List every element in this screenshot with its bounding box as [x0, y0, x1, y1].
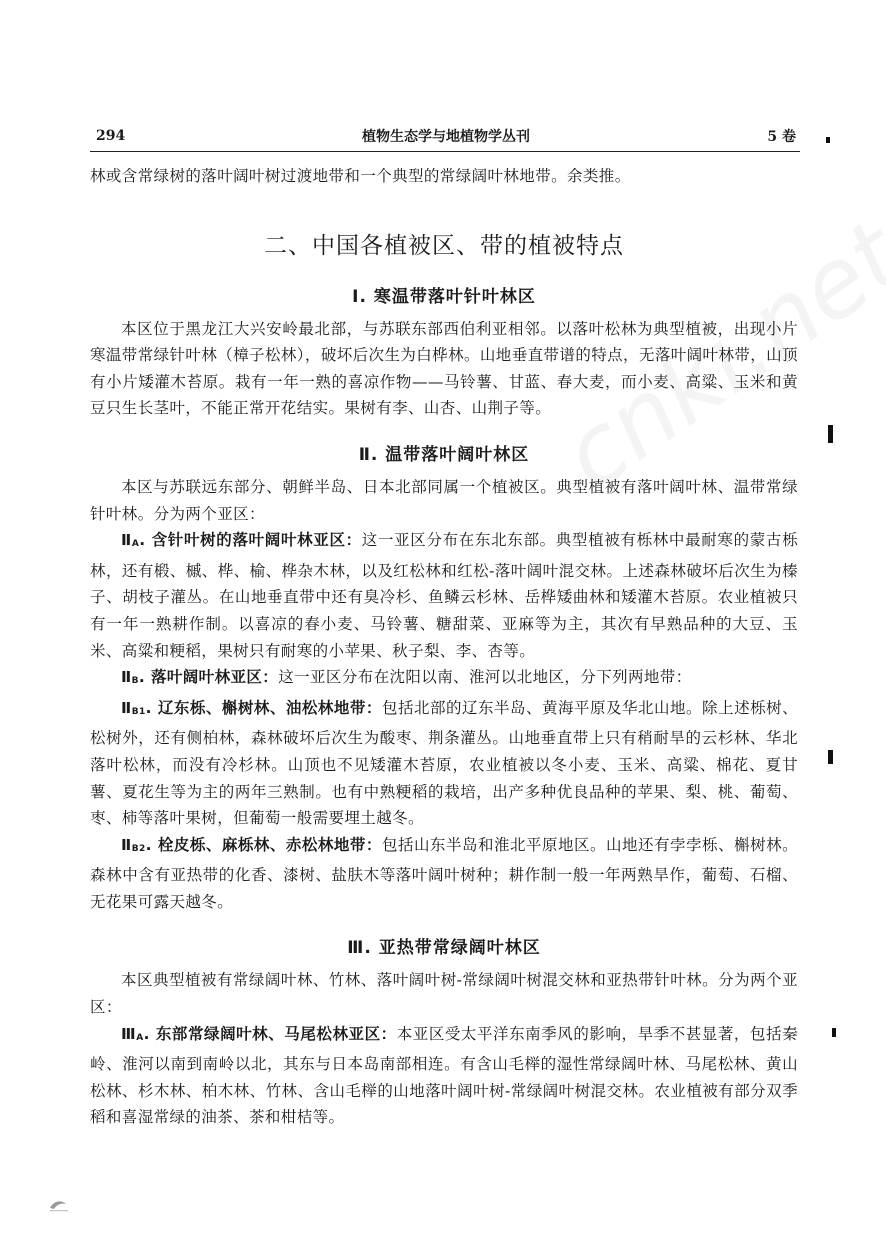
region2-paragraph: 本区与苏联远东部分、朝鲜半岛、日本北部同属一个植被区。典型植被有落叶阔叶林、温带常绿针叶林。分为两个亚区： [90, 477, 798, 523]
subregion-a-label: $Ⅱ_A$. 含针叶树的落叶阔叶林亚区： [121, 531, 362, 550]
scan-edge-mark [826, 137, 830, 143]
subregion-b-label: $Ⅱ_B$. 落叶阔叶林亚区： [121, 668, 279, 687]
region1-paragraph: 本区位于黑龙江大兴安岭最北部，与苏联东部西伯利亚相邻。以落叶松林为典型植被，出现小片寒温带常绿针叶林（樟子松林），破坏后次生为白桦林。山地垂直带谱的特点，无落叶阔叶林带，山顶有小片矮灌木苔原。栽有一年一熟的喜凉作物——马铃薯、甘蓝、春大麦，而小麦、高粱、玉米和黄豆只生长茎叶，不能正常开花结实。果树有李、山杏、山荆子等。 [90, 319, 798, 418]
region2-subregion-b [90, 664, 798, 695]
region2-subregion-a [90, 527, 798, 664]
scan-edge-mark [828, 750, 833, 764]
running-header [96, 124, 796, 150]
zone-b1-text: 包括北部的辽东半岛、黄海平原及华北山地。除上述栎树、松树外，还有侧柏林，森林破坏后次生为酸枣、荆条灌丛。山地垂直带上只有稍耐旱的云杉林、华北落叶松林，而没有冷杉林。山顶也不见矮灌木苔原，农业植被以冬小麦、玉米、高粱、棉花、夏甘薯、夏花生等为主的两年三熟制。也有中熟粳稻的栽培，出产多种优良品种的苹果、梨、桃、葡萄、枣、柿等落叶果树，但葡萄一般需要埋土越冬。 [90, 698, 798, 828]
page-number: 294 [96, 128, 126, 144]
region3-subregion-a-text: 本亚区受太平洋东南季风的影响，旱季不甚显著，包括秦岭、淮河以南到南岭以北，其东与日本岛南部相连。有含山毛榉的湿性常绿阔叶林、马尾松林、黄山松林、杉木林、柏木林、竹林、含山毛榉的山地落叶阔叶树-常绿阔叶树混交林。农业植被有部分双季稻和喜湿常绿的油茶、茶和柑桔等。 [90, 1024, 798, 1127]
region2-zone-b2 [90, 832, 798, 916]
region3-subregion-a-label: $Ⅲ_A$. 东部常绿阔叶林、马尾松林亚区： [121, 1024, 397, 1043]
volume-label: 5 卷 [767, 129, 796, 145]
lead-paragraph: 林或含常绿树的落叶阔叶树过渡地带和一个典型的常绿阔叶林地带。余类推。 [90, 167, 631, 185]
subregion-a-text: 这一亚区分布在东北东部。典型植被有栎林中最耐寒的蒙古栎林，还有椴、槭、桦、榆、桦杂木林，以及红松林和红松-落叶阔叶混交林。上述森林破坏后次生为榛子、胡枝子灌丛。在山地垂直带中还有臭冷杉、鱼鳞云杉林、岳桦矮曲林和矮灌木苔原。农业植被只有一年一熟耕作制。以喜凉的春小麦、马铃薯、糖甜菜、亚麻等为主，其次有早熟品种的大豆、玉米、高粱和粳稻，果树只有耐寒的小苹果、秋子梨、李、杏等。 [90, 531, 798, 660]
zone-b1-label: $Ⅱ_{B1}$. 辽东栎、槲树林、油松林地带： [121, 698, 382, 717]
region3-title: Ⅲ. 亚热带常绿阔叶林区 [347, 938, 541, 959]
zone-b2-label: $Ⅱ_{B2}$. 栓皮栎、麻栎林、赤松林地带： [121, 835, 382, 854]
region3-subregion-a [90, 1021, 798, 1131]
journal-name: 植物生态学与地植物学丛刊 [362, 129, 530, 145]
region3-paragraph: 本区典型植被有常绿阔叶林、竹林、落叶阔叶树-常绿阔叶树混交林和亚热带针叶林。分为两个亚区： [90, 971, 798, 1017]
region1-title: Ⅰ. 寒温带落叶针叶林区 [352, 286, 536, 307]
scan-edge-mark [828, 425, 833, 443]
subregion-b-text: 这一亚区分布在沈阳以南、淮河以北地区，分下列两地带： [278, 668, 692, 687]
region2-zone-b1 [90, 695, 798, 832]
zone-b2-text: 包括山东半岛和淮北平原地区。山地还有孛孛栎、槲树林。森林中含有亚热带的化香、漆树、盐肤木等落叶阔叶树种；耕作制一般一年两熟旱作，葡萄、石榴、无花果可露天越冬。 [90, 835, 798, 911]
publisher-logo-icon [48, 1198, 70, 1212]
page-body [90, 163, 798, 1131]
header-rule [90, 151, 800, 152]
scan-edge-mark [832, 1028, 836, 1037]
region2-title: Ⅱ. 温带落叶阔叶林区 [358, 444, 530, 465]
section-title: 二、中国各植被区、带的植被特点 [264, 232, 624, 259]
